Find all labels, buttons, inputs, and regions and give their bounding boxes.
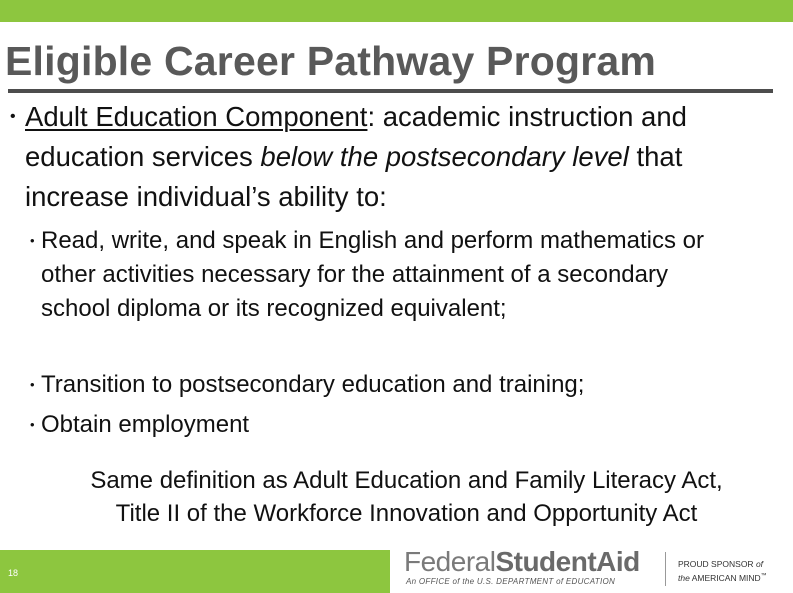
logo-wordmark [404,546,640,578]
federal-student-aid-logo [404,546,654,591]
note-line-1: Same definition as Adult Education and Family Literacy Act, [90,467,723,494]
main-bullet-text [25,97,785,217]
top-accent-bar [0,0,793,22]
footer-accent-bar [0,550,390,593]
sponsor-text-italic: of [755,559,764,569]
bullet-dot-icon: • [30,377,35,392]
logo-word-student-aid: StudentAid [495,546,640,577]
main-bullet-tail: that increase individual’s ability to: [25,141,683,212]
logo-divider [665,552,666,586]
sponsor-text: PROUD SPONSOR [678,559,756,569]
bullet-dot-icon: • [10,108,16,125]
title-divider [8,89,773,93]
page-number: 18 [8,568,19,578]
definition-note [0,464,793,530]
logo-subtitle: An OFFICE of the U.S. DEPARTMENT of EDUCATION [406,577,616,586]
sponsor-line-2 [678,570,767,584]
logo-word-federal: Federal [404,546,496,577]
main-bullet-text-part: : academic instruction and education services [25,101,687,172]
note-line-2: Title II of the Workforce Innovation and Opportunity Act [115,500,698,527]
sponsor-tagline [678,558,767,584]
sub-bullet-text: Read, write, and speak in English and perform mathematics or other activities necessary for the attainment of a secondary school diploma or its recognized equivalent; [41,227,704,322]
sponsor-text: AMERICAN MIND [689,572,761,583]
sponsor-line-1 [678,558,767,570]
sponsor-text-italic: the [678,572,690,583]
bullet-dot-icon: • [30,417,35,432]
sub-bullet-text: Transition to postsecondary education and training; [41,371,585,398]
sub-bullet-text: Obtain employment [41,411,250,438]
main-bullet-term: Adult Education Component [25,101,368,132]
bullet-dot-icon: • [30,233,35,248]
slide-title: Eligible Career Pathway Program [5,38,657,84]
trademark-mark: ™ [760,573,767,579]
main-bullet-emphasis: below the postsecondary level [260,141,629,172]
